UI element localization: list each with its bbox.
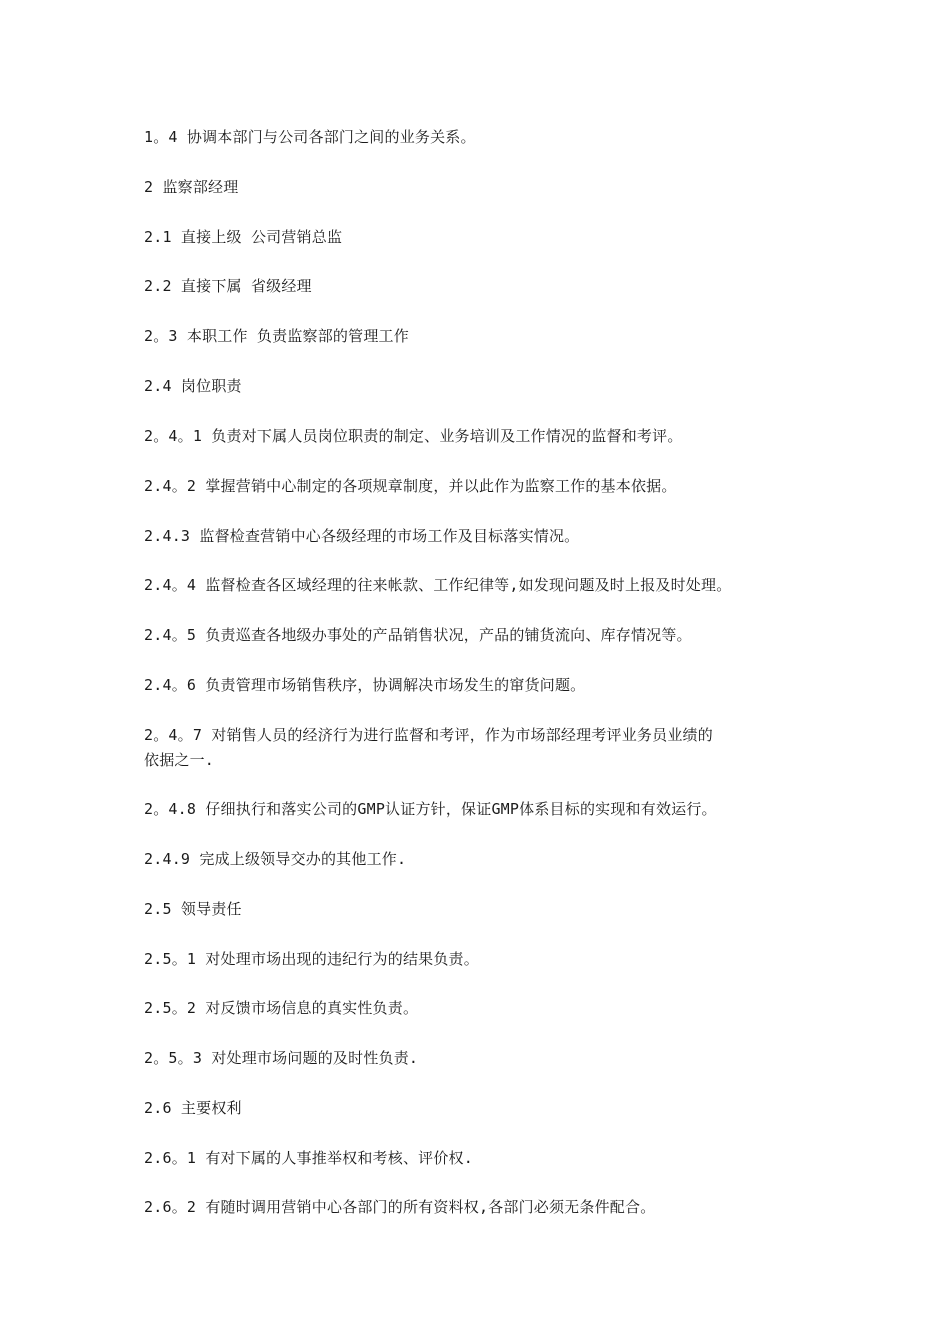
text-line: 2.6。2 有随时调用营销中心各部门的所有资料权,各部门必须无条件配合。 (144, 1198, 656, 1216)
text-line: 2.4.3 监督检查营销中心各级经理的市场工作及目标落实情况。 (144, 527, 580, 545)
text-line: 2。5。3 对处理市场问题的及时性负责. (144, 1049, 419, 1067)
text-line-continuation: 依据之一. (144, 751, 215, 769)
text-line: 2.4。6 负责管理市场销售秩序，协调解决市场发生的窜货问题。 (144, 676, 586, 694)
text-line: 2.4.9 完成上级领导交办的其他工作. (144, 850, 407, 868)
subsection-heading: 2.5 领导责任 (144, 900, 242, 918)
subsection-heading: 2.6 主要权利 (144, 1099, 242, 1117)
text-line: 2.4。2 掌握营销中心制定的各项规章制度，并以此作为监察工作的基本依据。 (144, 477, 677, 495)
section-heading: 2 监察部经理 (144, 178, 239, 196)
text-line: 2。4。7 对销售人员的经济行为进行监督和考评，作为市场部经理考评业务员业绩的 (144, 726, 713, 744)
text-line: 2。4.8 仔细执行和落实公司的GMP认证方针，保证GMP体系目标的实现和有效运行。 (144, 800, 717, 818)
text-line: 2。3 本职工作 负责监察部的管理工作 (144, 327, 409, 345)
text-line: 2。4。1 负责对下属人员岗位职责的制定、业务培训及工作情况的监督和考评。 (144, 427, 683, 445)
text-line: 2.5。2 对反馈市场信息的真实性负责。 (144, 999, 419, 1017)
text-line: 2.5。1 对处理市场出现的违纪行为的结果负责。 (144, 950, 479, 968)
subsection-heading: 2.4 岗位职责 (144, 377, 242, 395)
text-line: 2.1 直接上级 公司营销总监 (144, 228, 343, 246)
text-line: 2.6。1 有对下属的人事推举权和考核、评价权. (144, 1149, 473, 1167)
text-line: 2.4。4 监督检查各区域经理的往来帐款、工作纪律等,如发现问题及时上报及时处理。 (144, 576, 732, 594)
text-line: 2.2 直接下属 省级经理 (144, 277, 312, 295)
text-line: 1。4 协调本部门与公司各部门之间的业务关系。 (144, 128, 476, 146)
text-line: 2.4。5 负责巡查各地级办事处的产品销售状况，产品的铺货流向、库存情况等。 (144, 626, 692, 644)
